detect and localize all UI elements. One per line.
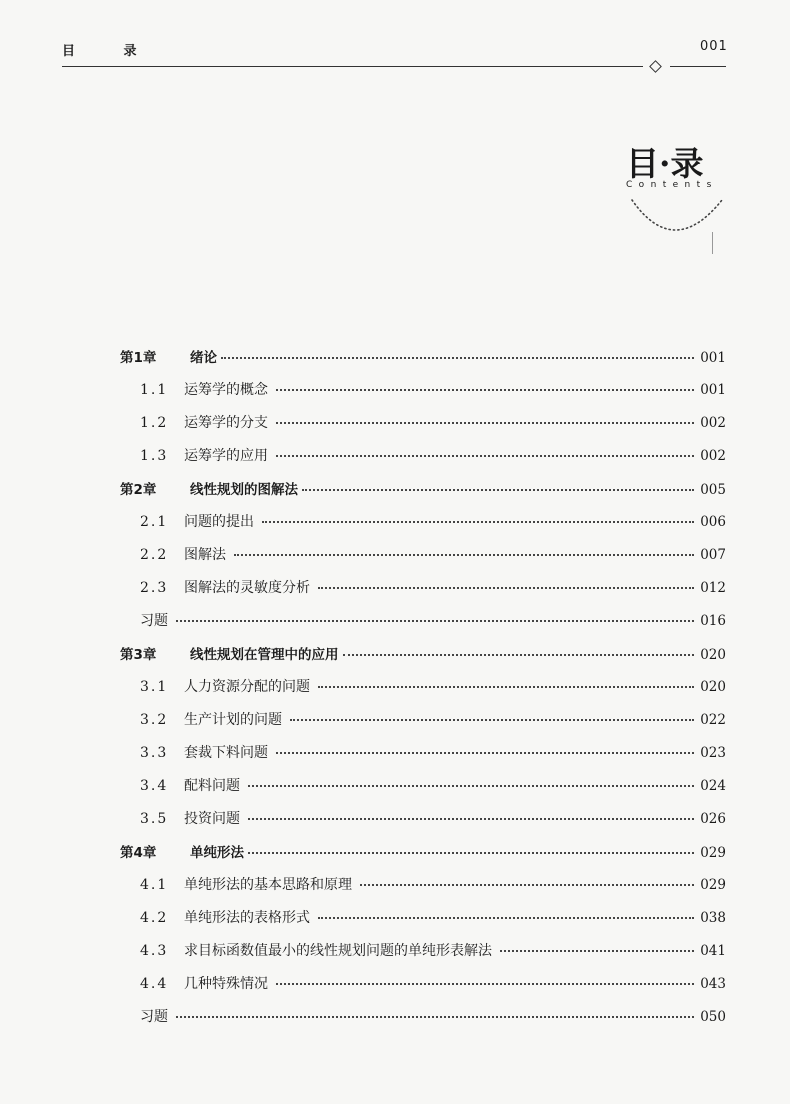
toc-entry-title: 习题 xyxy=(140,613,168,629)
toc-dot-leader xyxy=(248,785,694,787)
toc-dot-leader xyxy=(248,852,694,854)
toc-entry-page: 023 xyxy=(700,745,726,761)
toc-entry-title: 人力资源分配的问题 xyxy=(184,679,310,695)
toc-entry-title: 生产计划的问题 xyxy=(184,712,282,728)
toc-entry-number: 2.2 xyxy=(140,547,169,563)
toc-entry-title: 求目标函数值最小的线性规划问题的单纯形表解法 xyxy=(184,943,492,959)
toc-section-entry[interactable] xyxy=(120,709,726,742)
toc-section-entry[interactable] xyxy=(120,808,726,841)
toc-entry-title: 几种特殊情况 xyxy=(184,976,268,992)
toc-entry-page: 007 xyxy=(700,547,726,563)
toc-entry-page: 016 xyxy=(700,613,726,629)
toc-entry-page: 038 xyxy=(700,910,726,926)
toc-entry-page: 050 xyxy=(700,1009,726,1025)
toc-entry-number: 4.2 xyxy=(140,910,169,926)
toc-entry-number: 第4章 xyxy=(120,845,157,861)
toc-dot-leader xyxy=(276,752,694,754)
toc-entry-number: 4.4 xyxy=(140,976,169,992)
toc-entry-number: 3.4 xyxy=(140,778,169,794)
toc-entry-page: 041 xyxy=(700,943,726,959)
toc-entry-page: 022 xyxy=(700,712,726,728)
toc-entry-page: 012 xyxy=(700,580,726,596)
contents-subtitle: Contents xyxy=(626,180,718,190)
toc-entry-number: 3.5 xyxy=(140,811,169,827)
toc-entry-page: 002 xyxy=(700,448,726,464)
toc-section-entry[interactable] xyxy=(120,544,726,577)
toc-entry-number: 1.2 xyxy=(140,415,169,431)
toc-entry-title: 运筹学的分支 xyxy=(184,415,268,431)
toc-dot-leader xyxy=(500,950,694,952)
toc-entry-page: 029 xyxy=(700,877,726,893)
toc-entry-title: 单纯形法 xyxy=(190,845,244,861)
toc-entry-page: 024 xyxy=(700,778,726,794)
toc-entry-number: 第1章 xyxy=(120,350,157,366)
toc-dot-leader xyxy=(248,818,694,820)
toc-entry-title: 图解法 xyxy=(184,547,226,563)
toc-dot-leader xyxy=(302,489,694,491)
toc-dot-leader xyxy=(276,422,694,424)
vertical-rule xyxy=(712,232,713,254)
toc-entry-title: 运筹学的概念 xyxy=(184,382,268,398)
toc-chapter-entry[interactable] xyxy=(120,841,726,874)
running-head: 目 录 xyxy=(62,44,159,59)
toc-exercise-entry[interactable] xyxy=(120,610,726,643)
toc-section-entry[interactable] xyxy=(120,577,726,610)
toc-entry-page: 002 xyxy=(700,415,726,431)
toc-section-entry[interactable] xyxy=(120,412,726,445)
toc-entry-title: 配料问题 xyxy=(184,778,240,794)
header-diamond-ornament xyxy=(649,60,662,73)
toc-section-entry[interactable] xyxy=(120,379,726,412)
toc-entry-page: 020 xyxy=(700,679,726,695)
toc-entry-page: 001 xyxy=(700,382,726,398)
toc-dot-leader xyxy=(318,587,694,589)
toc-dot-leader xyxy=(318,917,694,919)
toc-entry-title: 套裁下料问题 xyxy=(184,745,268,761)
header-rule-left xyxy=(62,66,643,67)
toc-section-entry[interactable] xyxy=(120,445,726,478)
table-of-contents xyxy=(120,346,726,1039)
toc-entry-number: 2.1 xyxy=(140,514,169,530)
toc-section-entry[interactable] xyxy=(120,742,726,775)
toc-exercise-entry[interactable] xyxy=(120,1006,726,1039)
contents-title: 目·录 xyxy=(626,144,704,183)
toc-entry-page: 026 xyxy=(700,811,726,827)
toc-dot-leader xyxy=(290,719,694,721)
toc-entry-page: 043 xyxy=(700,976,726,992)
toc-entry-page: 029 xyxy=(700,845,726,861)
toc-dot-leader xyxy=(360,884,694,886)
toc-entry-page: 006 xyxy=(700,514,726,530)
toc-dot-leader xyxy=(276,983,694,985)
toc-section-entry[interactable] xyxy=(120,907,726,940)
toc-entry-title: 习题 xyxy=(140,1009,168,1025)
toc-entry-title: 单纯形法的基本思路和原理 xyxy=(184,877,352,893)
dotted-arc-ornament xyxy=(626,196,726,236)
toc-section-entry[interactable] xyxy=(120,940,726,973)
toc-section-entry[interactable] xyxy=(120,775,726,808)
toc-dot-leader xyxy=(343,654,695,656)
toc-entry-number: 3.1 xyxy=(140,679,169,695)
toc-entry-title: 单纯形法的表格形式 xyxy=(184,910,310,926)
toc-entry-number: 3.3 xyxy=(140,745,169,761)
toc-entry-title: 图解法的灵敏度分析 xyxy=(184,580,310,596)
toc-entry-title: 问题的提出 xyxy=(184,514,254,530)
toc-section-entry[interactable] xyxy=(120,874,726,907)
toc-dot-leader xyxy=(276,455,694,457)
toc-chapter-entry[interactable] xyxy=(120,643,726,676)
toc-section-entry[interactable] xyxy=(120,676,726,709)
toc-dot-leader xyxy=(318,686,694,688)
toc-dot-leader xyxy=(234,554,694,556)
toc-entry-number: 1.3 xyxy=(140,448,169,464)
toc-section-entry[interactable] xyxy=(120,511,726,544)
toc-entry-number: 2.3 xyxy=(140,580,169,596)
toc-entry-number: 第2章 xyxy=(120,482,157,498)
toc-entry-page: 005 xyxy=(700,482,726,498)
toc-entry-number: 3.2 xyxy=(140,712,169,728)
toc-entry-page: 001 xyxy=(700,350,726,366)
toc-dot-leader xyxy=(176,1016,694,1018)
toc-entry-title: 线性规划在管理中的应用 xyxy=(190,647,339,663)
toc-entry-title: 投资问题 xyxy=(184,811,240,827)
header-rule-right xyxy=(670,66,726,67)
toc-entry-number: 4.1 xyxy=(140,877,169,893)
toc-entry-title: 运筹学的应用 xyxy=(184,448,268,464)
toc-chapter-entry[interactable] xyxy=(120,478,726,511)
toc-entry-title: 线性规划的图解法 xyxy=(190,482,298,498)
toc-dot-leader xyxy=(276,389,694,391)
toc-dot-leader xyxy=(262,521,694,523)
toc-entry-page: 020 xyxy=(700,647,726,663)
toc-entry-title: 绪论 xyxy=(190,350,217,366)
page-number: 001 xyxy=(700,39,728,54)
toc-dot-leader xyxy=(176,620,694,622)
toc-entry-number: 第3章 xyxy=(120,647,157,663)
toc-entry-number: 4.3 xyxy=(140,943,169,959)
toc-section-entry[interactable] xyxy=(120,973,726,1006)
toc-entry-number: 1.1 xyxy=(140,382,169,398)
toc-dot-leader xyxy=(221,357,694,359)
toc-chapter-entry[interactable] xyxy=(120,346,726,379)
